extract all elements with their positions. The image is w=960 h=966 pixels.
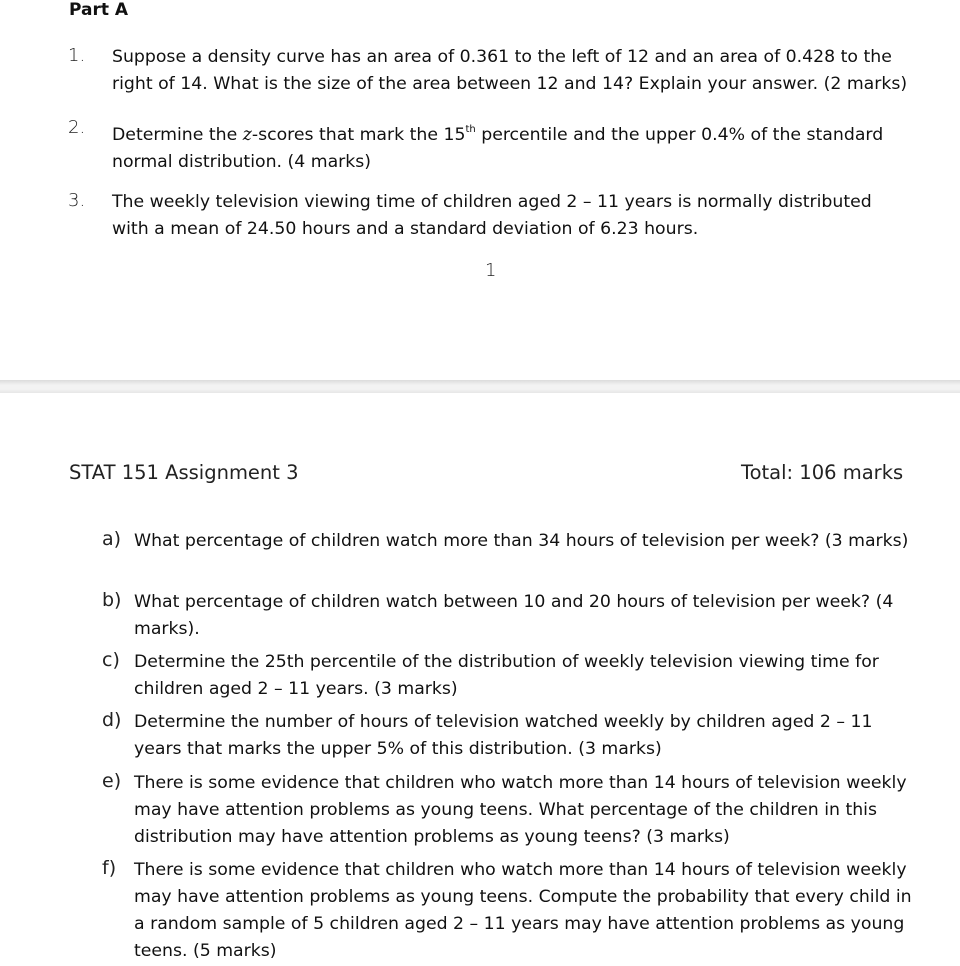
sub-question-label: a) (102, 528, 122, 550)
sub-question-text: Determine the 25th percentile of the distribution of weekly television viewing time for children aged 2 – 11 years. (3 marks) (134, 652, 879, 699)
sub-question-label: f) (102, 857, 117, 879)
question-text (112, 116, 912, 176)
part-title: Part A (69, 0, 129, 20)
page-number: 1 (485, 260, 497, 281)
question-text: The weekly television viewing time of children aged 2 – 11 years is normally distributed with a mean of 24.50 hours and a standard deviation of 6.23 hours. (112, 192, 872, 239)
question-number: 1. (68, 45, 86, 66)
question-number: 3. (68, 190, 86, 211)
total-marks-header: Total: 106 marks (741, 461, 904, 484)
sub-question-text: What percentage of children watch between 10 and 20 hours of television per week? (4 marks). (134, 592, 894, 639)
course-header: STAT 151 Assignment 3 (69, 461, 299, 484)
sub-question-text: There is some evidence that children who watch more than 14 hours of television weekly may have attention problems as young teens. Compute the probability that every child in a random sample of 5 children aged 2 – 11 years may have attention problems as young teens. (5 marks) (134, 860, 912, 961)
superscript: th (465, 124, 476, 135)
sub-question-label: b) (102, 589, 122, 611)
text-segment: -scores that mark the 15 (251, 125, 466, 145)
page-1 (0, 0, 960, 380)
sub-question-text: Determine the number of hours of television watched weekly by children aged 2 – 11 years that marks the upper 5% of this distribution. (3 marks) (134, 712, 873, 759)
sub-question-text: There is some evidence that children who watch more than 14 hours of television weekly may have attention problems as young teens. What percentage of the children in this distribution may have attention problems as young teens? (3 marks) (134, 773, 907, 847)
sub-question-label: c) (102, 649, 120, 671)
z-variable: z (242, 125, 252, 145)
question-text: Suppose a density curve has an area of 0.361 to the left of 12 and an area of 0.428 to the right of 14. What is the size of the area between 12 and 14? Explain your answer. (2 marks) (112, 47, 908, 94)
sub-question-text: What percentage of children watch more than 34 hours of television per week? (3 marks) (134, 531, 909, 551)
sub-question-label: e) (102, 770, 122, 792)
page-separator (0, 380, 960, 393)
question-number: 2. (68, 117, 86, 138)
text-segment: Determine the (112, 125, 243, 145)
text-segment: percentile and the upper 0.4% of the standard normal distribution. (4 marks) (112, 125, 884, 172)
sub-question-label: d) (102, 709, 122, 731)
